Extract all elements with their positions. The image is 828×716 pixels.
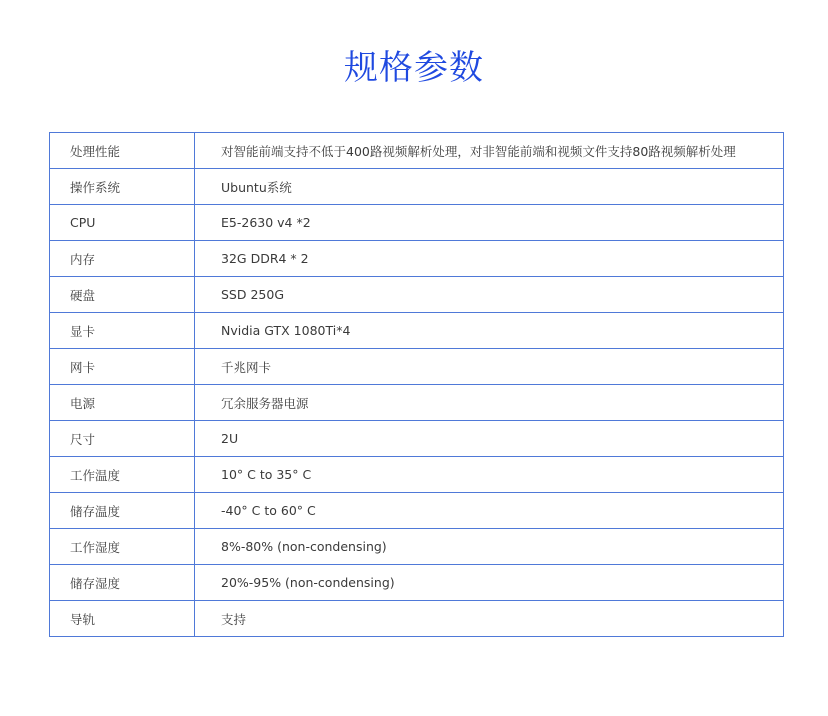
table-row xyxy=(50,421,784,457)
spec-label: CPU xyxy=(50,205,195,241)
table-row xyxy=(50,349,784,385)
table-row xyxy=(50,277,784,313)
spec-value: 千兆网卡 xyxy=(195,349,784,385)
table-row xyxy=(50,205,784,241)
table-row xyxy=(50,169,784,205)
spec-label: 工作温度 xyxy=(50,457,195,493)
spec-value: E5-2630 v4 *2 xyxy=(195,205,784,241)
spec-label: 储存温度 xyxy=(50,493,195,529)
spec-table xyxy=(49,132,784,637)
spec-value: 支持 xyxy=(195,601,784,637)
spec-value: 2U xyxy=(195,421,784,457)
spec-label: 处理性能 xyxy=(50,133,195,169)
spec-label: 网卡 xyxy=(50,349,195,385)
table-row xyxy=(50,529,784,565)
spec-value: 对智能前端支持不低于400路视频解析处理，对非智能前端和视频文件支持80路视频解析处理 xyxy=(195,133,784,169)
spec-label: 尺寸 xyxy=(50,421,195,457)
spec-value: Ubuntu系统 xyxy=(195,169,784,205)
table-row xyxy=(50,133,784,169)
table-row xyxy=(50,457,784,493)
spec-label: 内存 xyxy=(50,241,195,277)
spec-label: 显卡 xyxy=(50,313,195,349)
table-row xyxy=(50,493,784,529)
spec-label: 储存湿度 xyxy=(50,565,195,601)
spec-value: SSD 250G xyxy=(195,277,784,313)
spec-value: Nvidia GTX 1080Ti*4 xyxy=(195,313,784,349)
page-title: 规格参数 xyxy=(344,48,484,88)
spec-label: 电源 xyxy=(50,385,195,421)
table-row xyxy=(50,241,784,277)
spec-value: 20%-95% (non-condensing) xyxy=(195,565,784,601)
spec-value: 32G DDR4 * 2 xyxy=(195,241,784,277)
spec-label: 操作系统 xyxy=(50,169,195,205)
spec-label: 硬盘 xyxy=(50,277,195,313)
table-row xyxy=(50,601,784,637)
table-row xyxy=(50,385,784,421)
table-row xyxy=(50,313,784,349)
table-row xyxy=(50,565,784,601)
spec-value: 10° C to 35° C xyxy=(195,457,784,493)
spec-label: 导轨 xyxy=(50,601,195,637)
spec-value: 冗余服务器电源 xyxy=(195,385,784,421)
spec-label: 工作湿度 xyxy=(50,529,195,565)
spec-value: -40° C to 60° C xyxy=(195,493,784,529)
spec-value: 8%-80% (non-condensing) xyxy=(195,529,784,565)
